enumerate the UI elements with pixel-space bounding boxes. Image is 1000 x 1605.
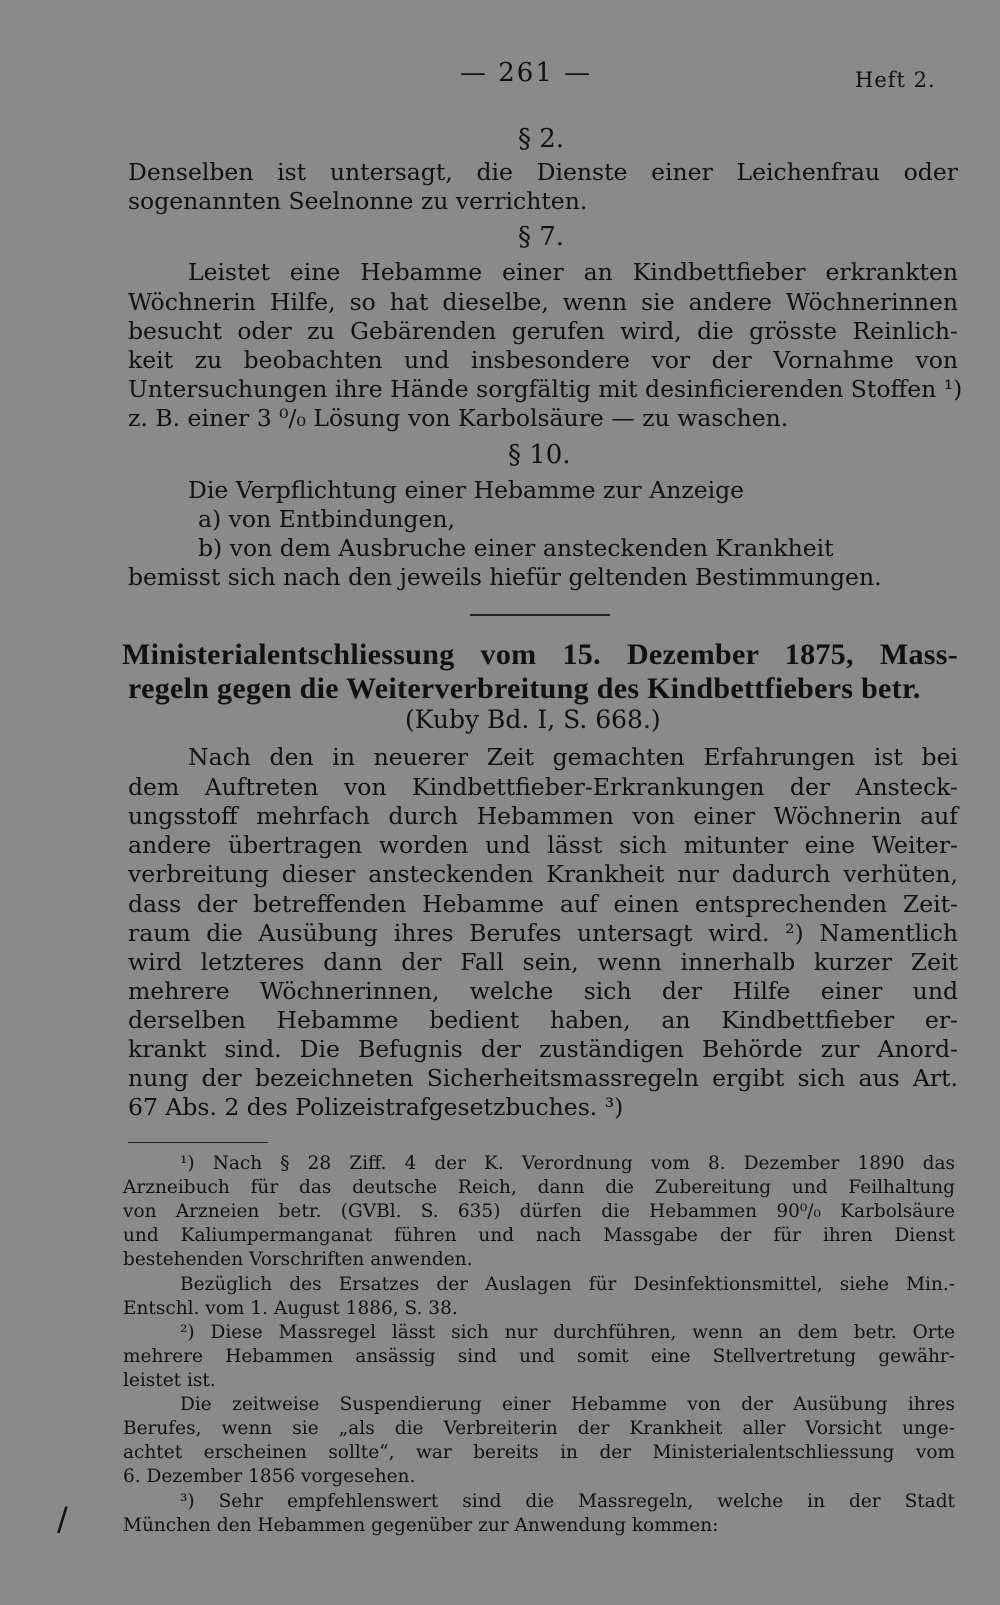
body-line: raum die Ausübung ihres Berufes untersagt wird. ²) Namentlich: [128, 919, 958, 947]
section-divider: [470, 614, 610, 616]
footnote-line: Entschl. vom 1. August 1886, S. 38.: [123, 1298, 458, 1319]
page-header: [0, 58, 1000, 98]
body-line: andere übertragen worden und lässt sich mitunter eine Weiter-: [128, 831, 958, 859]
body-line: verbreitung dieser ansteckenden Krankheit nur dadurch verhüten,: [128, 860, 958, 888]
margin-mark: /: [57, 1500, 68, 1538]
section-7-line: besucht oder zu Gebärenden gerufen wird, die grösste Reinlich-: [128, 317, 958, 345]
footnote-line: Berufes, wenn sie „als die Verbreiterin der Krankheit aller Vorsicht unge-: [123, 1418, 955, 1439]
body-line: 67 Abs. 2 des Polizeistrafgesetzbuches. ³): [128, 1093, 624, 1121]
section-10-line: a) von Entbindungen,: [198, 505, 455, 533]
decree-reference: (Kuby Bd. I, S. 668.): [405, 705, 661, 734]
footnote-line: Arzneibuch für das deutsche Reich, dann die Zubereitung und Feilhaltung: [123, 1177, 955, 1198]
section-7-line: Untersuchungen ihre Hände sorgfältig mit desinficierenden Stoffen ¹): [128, 375, 963, 403]
footnote-line: ¹) Nach § 28 Ziff. 4 der K. Verordnung vom 8. Dezember 1890 das: [180, 1153, 955, 1174]
footnote-line: ²) Diese Massregel lässt sich nur durchführen, wenn an dem betr. Orte: [180, 1322, 955, 1343]
section-10-line: bemisst sich nach den jeweils hiefür geltenden Bestimmungen.: [128, 563, 882, 591]
section-10-heading: § 10.: [508, 440, 571, 470]
body-line: nung der bezeichneten Sicherheitsmassregeln ergibt sich aus Art.: [128, 1064, 958, 1092]
section-7-line: Wöchnerin Hilfe, so hat dieselbe, wenn sie andere Wöchnerinnen: [128, 288, 958, 316]
body-line: wird letzteres dann der Fall sein, wenn innerhalb kurzer Zeit: [128, 948, 958, 976]
body-line: dass der betreffenden Hebamme auf einen entsprechenden Zeit-: [128, 890, 958, 918]
footnote-divider: [128, 1142, 268, 1143]
page-number: — 261 —: [460, 58, 593, 88]
footnote-line: achtet erscheinen sollte“, war bereits in der Ministerialentschliessung vom: [123, 1442, 955, 1463]
footnote-line: leistet ist.: [123, 1370, 216, 1391]
footnote-line: 6. Dezember 1856 vorgesehen.: [123, 1466, 416, 1487]
footnote-line: bestehenden Vorschriften anwenden.: [123, 1249, 473, 1270]
section-7-line: Leistet eine Hebamme einer an Kindbettfieber erkrankten: [188, 258, 958, 286]
issue-label: Heft 2.: [855, 68, 936, 92]
footnote-line: Die zeitweise Suspendierung einer Hebamme von der Ausübung ihres: [180, 1394, 955, 1415]
section-10-line: b) von dem Ausbruche einer ansteckenden Krankheit: [198, 534, 834, 562]
section-2-line: sogenannten Seelnonne zu verrichten.: [128, 187, 588, 215]
section-2-heading: § 2.: [518, 124, 565, 154]
footnote-line: mehrere Hebammen ansässig sind und somit eine Stellvertretung gewähr-: [123, 1346, 955, 1367]
decree-title-line: regeln gegen die Weiterverbreitung des Kindbettfiebers betr.: [128, 672, 921, 705]
footnote-line: ³) Sehr empfehlenswert sind die Massregeln, welche in der Stadt: [180, 1491, 955, 1512]
body-line: derselben Hebamme bedient haben, an Kindbettfieber er-: [128, 1006, 958, 1034]
section-2-line: Denselben ist untersagt, die Dienste einer Leichenfrau oder: [128, 158, 958, 186]
body-line: Nach den in neuerer Zeit gemachten Erfahrungen ist bei: [188, 743, 958, 771]
footnote-line: von Arzneien betr. (GVBl. S. 635) dürfen die Hebammen 90⁰/₀ Karbolsäure: [123, 1201, 955, 1222]
footnote-line: Bezüglich des Ersatzes der Auslagen für Desinfektionsmittel, siehe Min.-: [180, 1274, 955, 1295]
footnote-line: München den Hebammen gegenüber zur Anwendung kommen:: [123, 1515, 719, 1536]
body-line: mehrere Wöchnerinnen, welche sich der Hilfe einer und: [128, 977, 958, 1005]
section-7-heading: § 7.: [518, 222, 565, 252]
section-10-line: Die Verpflichtung einer Hebamme zur Anzeige: [188, 476, 745, 504]
section-7-line: z. B. einer 3 ⁰/₀ Lösung von Karbolsäure — zu waschen.: [128, 404, 789, 432]
footnote-line: und Kaliumpermanganat führen und nach Massgabe der für ihren Dienst: [123, 1225, 955, 1246]
decree-title-line: Ministerialentschliessung vom 15. Dezember 1875, Mass-: [122, 638, 958, 671]
body-line: krankt sind. Die Befugnis der zuständigen Behörde zur Anord-: [128, 1035, 958, 1063]
body-line: dem Auftreten von Kindbettfieber-Erkrankungen der Ansteck-: [128, 773, 958, 801]
section-7-line: keit zu beobachten und insbesondere vor der Vornahme von: [128, 346, 958, 374]
body-line: ungsstoff mehrfach durch Hebammen von einer Wöchnerin auf: [128, 802, 958, 830]
